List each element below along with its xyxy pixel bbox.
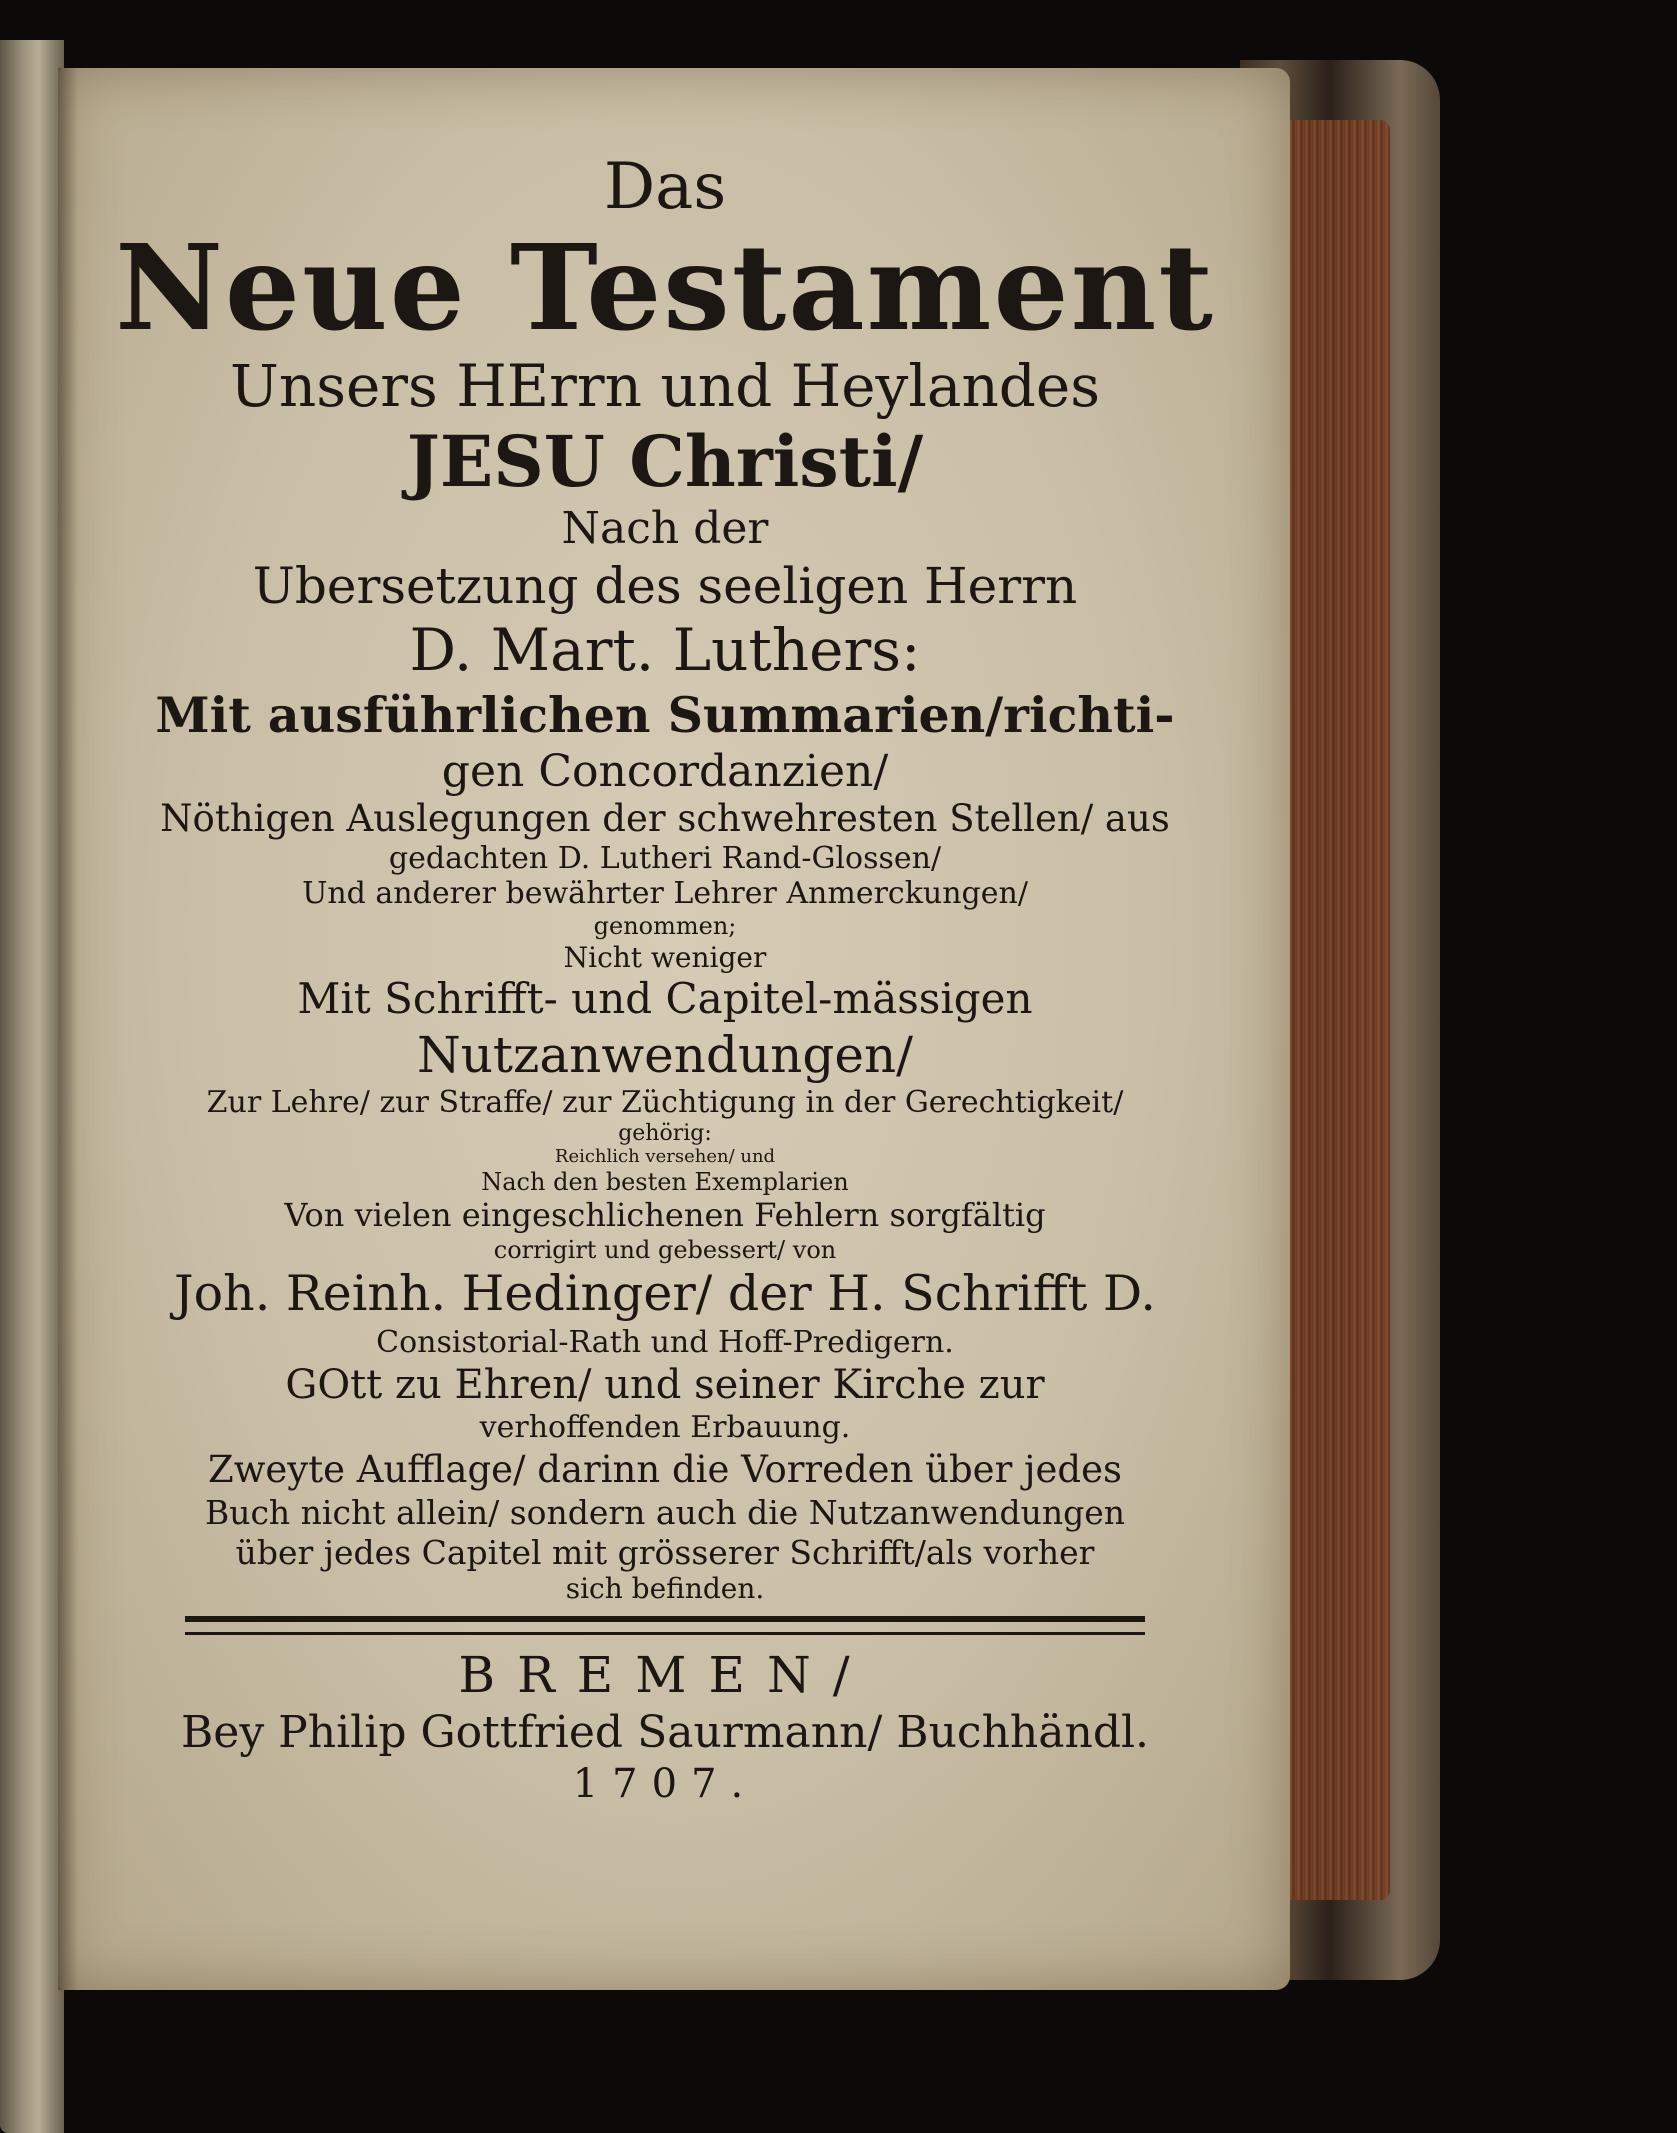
- line-nach-der: Nach der: [561, 502, 769, 554]
- line-luthers: D. Mart. Luthers:: [409, 615, 921, 684]
- line-schrifft: über jedes Capitel mit grösserer Schrifft/als vorher: [235, 1532, 1095, 1572]
- line-capitel: Mit Schrifft- und Capitel-mässigen: [297, 974, 1033, 1024]
- page-gutter-shadow: [58, 68, 78, 1990]
- divider-rule: [185, 1616, 1145, 1622]
- line-bremen: BREMEN/: [458, 1645, 872, 1704]
- line-gehoerig: gehörig:: [618, 1120, 712, 1146]
- line-exemplarien: Nach den besten Exemplarien: [481, 1167, 849, 1196]
- line-verleger: Bey Philip Gottfried Saurmann/ Buchhändl.: [180, 1706, 1150, 1758]
- line-buch: Buch nicht allein/ sondern auch die Nutzanwendungen: [204, 1492, 1126, 1532]
- page-edges: [1280, 120, 1390, 1900]
- line-corrigirt: corrigirt und gebessert/ von: [493, 1235, 837, 1264]
- line-unsers: Unsers HErrn und Heylandes: [229, 351, 1101, 420]
- line-nicht-weniger: Nicht weniger: [563, 940, 767, 974]
- line-consistorial: Consistorial-Rath und Hoff-Predigern.: [376, 1324, 954, 1360]
- line-befinden: sich befinden.: [565, 1572, 765, 1606]
- line-auslegungen: Nöthigen Auslegungen der schwehresten Stellen/ aus: [160, 797, 1170, 841]
- line-lehre: Zur Lehre/ zur Straffe/ zur Züchtigung in der Gerechtigkeit/: [206, 1084, 1124, 1120]
- line-uebersetzung: Ubersetzung des seeligen Herrn: [252, 556, 1078, 615]
- line-summarien: Mit ausführlichen Summarien/richti-: [155, 686, 1175, 745]
- line-nutzanwendungen: Nutzanwendungen/: [416, 1025, 914, 1084]
- book-left-edge: [0, 40, 64, 2133]
- line-anmerckungen: Und anderer bewährter Lehrer Anmerckungen/: [302, 876, 1028, 912]
- title-page-text: [80, 150, 1250, 1808]
- line-neue-testament: Neue Testament: [115, 218, 1215, 357]
- line-glossen: gedachten D. Lutheri Rand-Glossen/: [388, 840, 942, 876]
- line-genommen: genommen;: [593, 912, 737, 941]
- line-jesu: JESU Christi/: [406, 420, 924, 504]
- line-fehlern: Von vielen eingeschlichenen Fehlern sorgfältig: [284, 1196, 1046, 1235]
- line-concordanzien: gen Concordanzien/: [441, 745, 889, 797]
- line-das: Das: [603, 150, 727, 224]
- line-jahr: 1707.: [572, 1760, 758, 1807]
- line-hedinger: Joh. Reinh. Hedinger/ der H. Schrifft D.: [174, 1264, 1156, 1322]
- line-reichlich: Reichlich versehen/ und: [554, 1146, 776, 1168]
- divider-rule-thin: [185, 1632, 1145, 1635]
- line-erbauung: verhoffenden Erbauung.: [479, 1410, 851, 1446]
- line-aufflage: Zweyte Aufflage/ darinn die Vorreden über jedes: [208, 1447, 1122, 1491]
- line-gott: GOtt zu Ehren/ und seiner Kirche zur: [285, 1362, 1045, 1409]
